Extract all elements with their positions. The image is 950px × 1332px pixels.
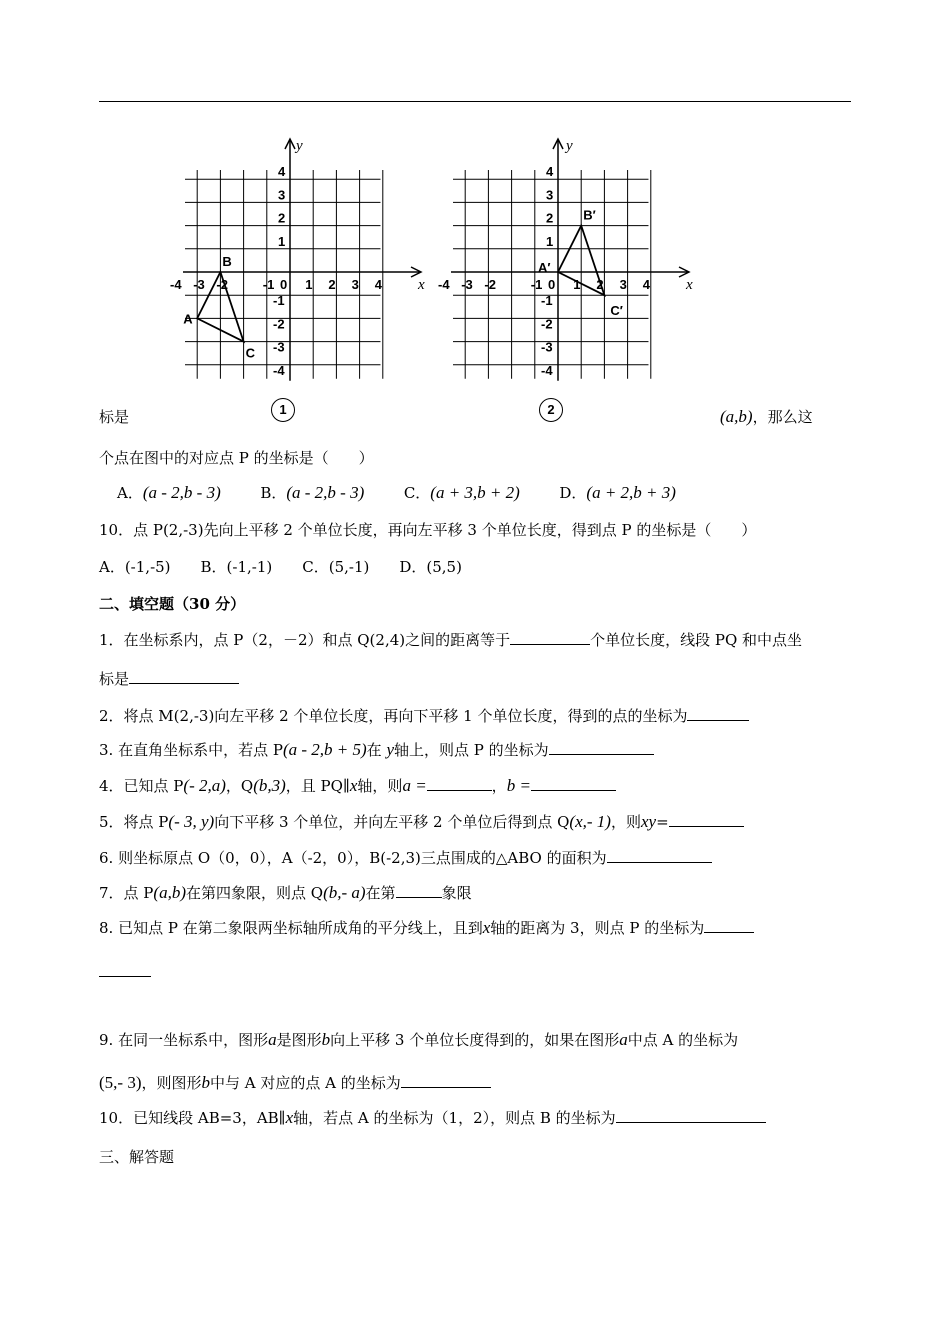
fill-9-mid2: 向上平移 3 个单位长度得到的，如果在图形 [330,1031,620,1049]
fill-4-b: b = [506,776,531,795]
fill-9-line2-pre: ，则图形 [141,1074,202,1092]
fill-4-p: (- 2,a) [183,776,226,795]
fill-1-text: 1．在坐标系内，点 P（2，－2）和点 Q(2,4)之间的距离等于 [99,631,511,649]
fig1-x-tick-label: 0 [280,277,288,292]
q9-options [117,483,676,503]
fill-10-x: x [285,1108,294,1127]
fill-4-sep: ， [491,777,507,795]
figure-1-grid [170,135,430,385]
fill-10 [99,1108,766,1128]
fig2-y-tick-label: -1 [541,293,553,309]
fig1-x-tick-label: -2 [216,277,228,292]
fill-3-var: y [386,740,395,759]
fill-8-post: 轴的距离为 3，则点 P 的坐标为 [490,919,705,937]
fig2-y-tick-label: -3 [541,339,553,355]
fill-8-blank[interactable] [704,918,754,933]
fill-4 [99,776,616,796]
fill-8 [99,918,754,938]
fig2-x-tick-label: -4 [438,277,450,292]
fig2-x-tick-label: 3 [619,277,627,292]
fill-7-post: 象限 [441,884,472,902]
fig2-y-tick-label: 4 [546,164,554,180]
fill-9-line2-post: 中与 A 对应的点 A 的坐标为 [210,1074,401,1092]
fill-4-q: (b,3) [253,776,286,795]
fill-9-mid: 是图形 [276,1031,322,1049]
fill-1-line2 [99,669,239,689]
fig1-vertex-label: B [222,254,232,269]
fig1-x-tick-label: 1 [305,277,313,292]
fig2-y-tick-label: 3 [546,187,554,203]
fill-7-q: (b,- a) [323,883,366,902]
fig1-x-tick-label: -3 [193,277,205,292]
fig2-x-tick-label: -3 [461,277,473,292]
fill-9-pre: 9. 在同一坐标系中，图形 [99,1031,269,1049]
fill-4-mid: ，Q [225,777,254,795]
fig1-y-tick-label: 2 [278,210,286,226]
figure-1-y-axis-label: y [296,138,303,154]
q9-right [720,407,813,427]
fill-6 [99,848,712,868]
fill-3-pre: 3. 在直角坐标系中，若点 P [99,741,283,759]
fill-5 [99,812,744,832]
fig1-x-tick-label: 2 [328,277,336,292]
fill-7-mid2: 在第 [365,884,396,902]
figure-2-grid [438,135,698,385]
q9-option-b-label: B． [260,484,287,502]
fill-5-q: (x,- 1) [569,812,611,831]
fill-8-x: x [482,918,491,937]
figure-1-number: 1 [271,398,295,422]
fig2-x-tick-label: -2 [484,277,496,292]
fig2-x-tick-label: 4 [642,277,651,292]
section-3-title: 三、解答题 [99,1148,175,1166]
fill-4-x: x [349,776,358,795]
top-rule [99,101,851,102]
fill-4-blank-a[interactable] [427,776,492,791]
q10-text: 10．点 P(2,-3)先向上平移 2 个单位长度，再向左平移 3 个单位长度，得到点 P 的坐标是（ ） [99,521,757,539]
fill-7-mid: 在第四象限，则点 Q [185,884,324,902]
fig1-y-tick-label: 1 [278,233,286,249]
fill-7-blank[interactable] [396,883,442,898]
figure-2-y-axis-label: y [566,138,573,154]
figure-1-x-axis-label: x [418,277,425,293]
fill-9-line2 [99,1073,491,1093]
fill-8-cont [99,962,151,982]
fill-6-blank[interactable] [607,848,712,863]
q9-option-c: (a + 3,b + 2) [430,483,520,502]
fill-9-math: (5,- 3) [99,1073,142,1092]
fill-4-a: a = [402,776,427,795]
section-2-title: 二、填空题（30 分） [99,595,246,613]
q9-option-a-label: A． [117,484,143,502]
fill-8-pre: 8. 已知点 P 在第二象限两坐标轴所成角的平分线上，且到 [99,919,483,937]
fill-6-text: 6. 则坐标原点 O（0，0），A（-2，0），B(-2,3)三点围成的△ABO 的面积为 [99,849,607,867]
fill-5-p: (- 3, y) [168,812,215,831]
fill-8-blank-cont[interactable] [99,962,151,977]
q9-right-math: (a,b) [720,407,753,426]
fig2-y-tick-label: 2 [546,210,554,226]
q9-option-a: (a - 2,b - 3) [142,483,221,502]
fill-9-a2: a [619,1030,628,1049]
fill-4-mid2: ，且 PQ∥ [285,777,350,795]
fill-3-math: (a - 2,b + 5) [282,740,367,759]
fill-9-line1 [99,1030,738,1050]
fill-3 [99,740,654,760]
fill-9-a: a [268,1030,277,1049]
fig1-x-tick-label: 4 [374,277,383,292]
fig2-y-tick-label: 1 [546,233,554,249]
fig2-x-tick-label: 2 [596,277,604,292]
fill-10-post: 轴，若点 A 的坐标为（1，2），则点 B 的坐标为 [293,1109,616,1127]
fig1-y-tick-label: -4 [273,362,285,378]
fill-7-p: (a,b) [153,883,186,902]
fill-1-line2-text: 标是 [99,670,130,688]
fig2-y-tick-label: -4 [541,362,553,378]
fig1-y-tick-label: 4 [278,164,286,180]
fill-9-blank[interactable] [401,1073,491,1088]
q9-option-c-label: C． [403,484,431,502]
fig1-y-tick-label: 3 [278,187,286,203]
fig1-vertex-label: A [183,311,193,327]
fill-1-blank-1[interactable] [510,630,590,645]
fill-10-pre: 10．已知线段 AB=3，AB∥ [99,1109,286,1127]
fill-4-pre: 4．已知点 P [99,777,184,795]
fill-7 [99,883,472,903]
fig2-x-tick-label: -1 [530,277,543,292]
fill-1-line1 [99,630,802,650]
fill-2-blank[interactable] [687,706,749,721]
fig1-x-tick-label: -4 [170,277,182,292]
fig1-vertex-label: C [245,345,255,361]
fill-2-text: 2．将点 M(2,-3)向左平移 2 个单位长度，再向下平移 1 个单位长度，得到的点的坐标为 [99,707,688,725]
fig1-y-tick-label: -2 [273,316,285,332]
fill-5-mid2: ，则 [610,813,641,831]
q9-option-d-label: D． [559,484,587,502]
fig2-vertex-label: C′ [610,303,623,319]
q9-line2: 个点在图中的对应点 P 的坐标是（ ） [99,449,374,467]
fig2-vertex-label: B′ [583,207,596,223]
q9-right-text: ，那么这 [752,408,813,426]
fig1-y-tick-label: -1 [273,293,285,309]
fill-9-b: b [321,1030,331,1049]
fill-7-pre: 7．点 P [99,884,154,902]
q9-option-d: (a + 2,b + 3) [586,483,676,502]
fig2-vertex-label: A′ [538,260,551,275]
fig2-x-tick-label: 0 [548,277,556,292]
fill-3-post: 轴上，则点 P 的坐标为 [394,741,549,759]
fill-1-tail: 个单位长度，线段 PQ 和中点坐 [590,631,803,649]
fill-9-line2-b: b [201,1073,210,1092]
fill-2 [99,706,749,726]
fig2-y-tick-label: -2 [541,316,553,332]
q9-left: 标是 [99,408,130,426]
fig1-x-tick-label: -1 [262,277,275,292]
figure-2-x-axis-label: x [686,277,693,293]
fig2-x-tick-label: 1 [573,277,581,292]
q9-option-b: (a - 2,b - 3) [286,483,365,502]
fill-5-pre: 5．将点 P [99,813,169,831]
fill-1-blank-2[interactable] [129,669,239,684]
fill-5-mid: 向下平移 3 个单位，并向左平移 2 个单位后得到点 Q [214,813,570,831]
fill-9-post: 中点 A 的坐标为 [627,1031,739,1049]
fill-5-blank[interactable] [669,812,744,827]
fill-5-xy: xy [640,812,657,831]
fill-3-blank[interactable] [549,740,654,755]
fill-4-blank-b[interactable] [531,776,616,791]
fill-5-eq: = [656,813,669,831]
fill-3-mid: 在 [366,741,382,759]
fill-4-mid3: 轴，则 [357,777,403,795]
fig1-x-tick-label: 3 [351,277,359,292]
fig1-y-tick-label: -3 [273,339,285,355]
figure-2-number: 2 [539,398,563,422]
fill-10-blank[interactable] [616,1108,766,1123]
q10-options: A．(-1,-5) B．(-1,-1) C．(5,-1) D．(5,5) [99,558,462,576]
